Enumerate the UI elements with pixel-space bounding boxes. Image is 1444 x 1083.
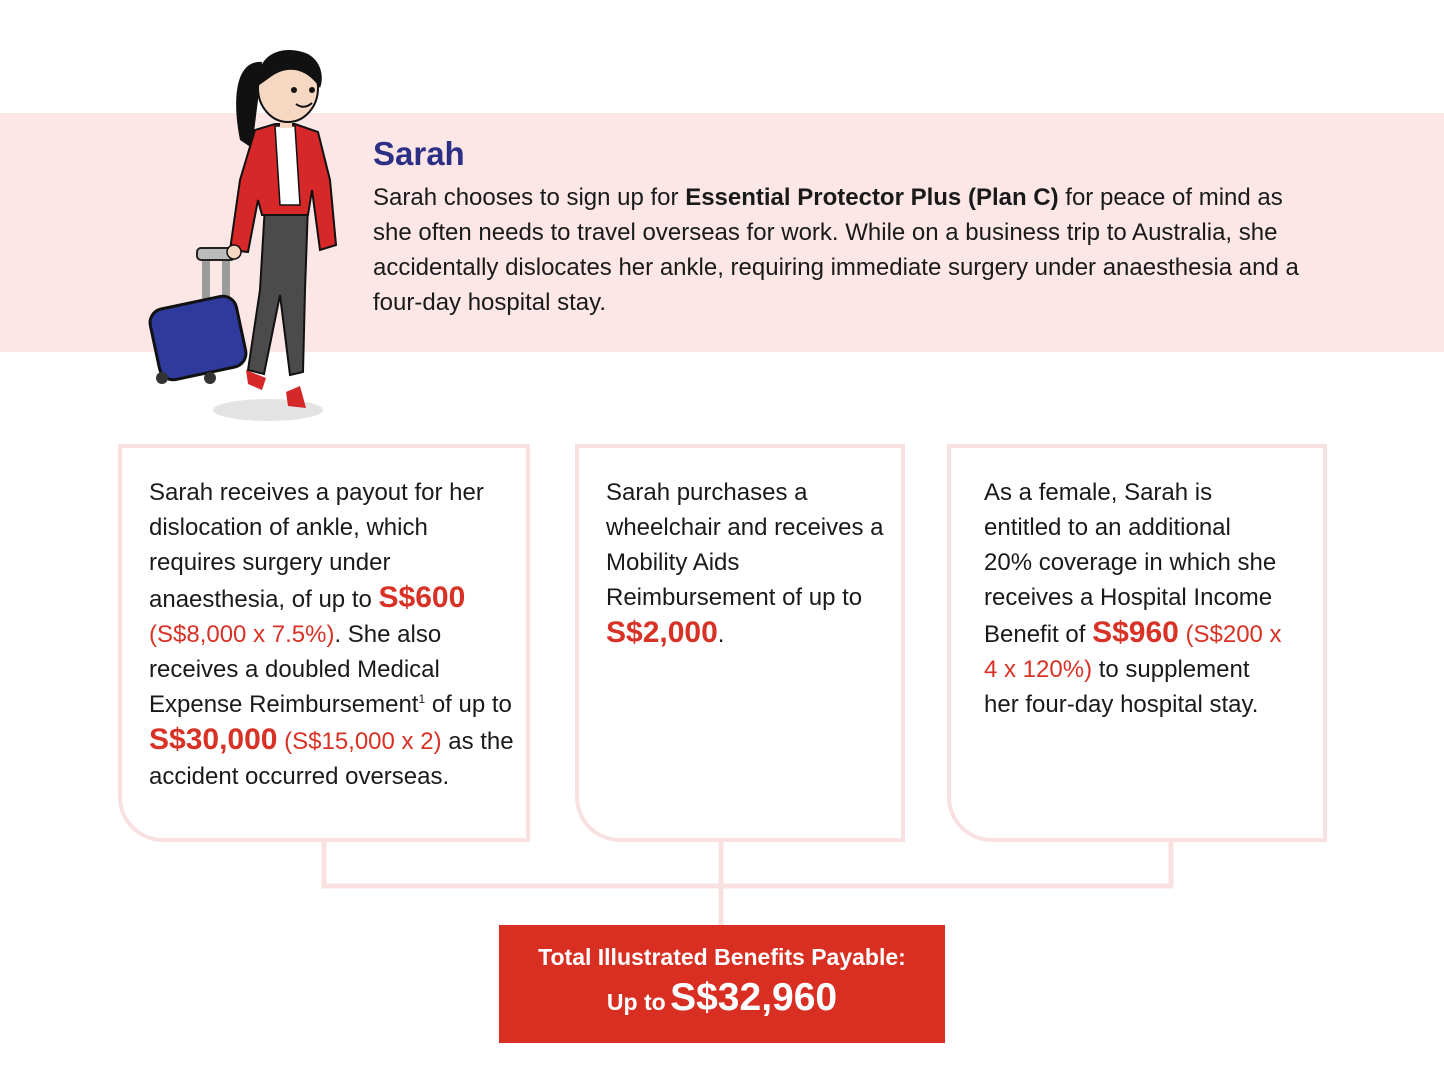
traveller-with-suitcase-illustration	[140, 40, 340, 430]
total-label: Total Illustrated Benefits Payable:	[538, 944, 906, 970]
plan-name: Essential Protector Plus (Plan C)	[685, 184, 1059, 211]
card-text: .	[717, 621, 725, 648]
total-amount-line	[499, 975, 945, 1029]
total-benefits-banner	[499, 925, 945, 1043]
benefit-card-text	[606, 475, 891, 652]
benefit-card-mobility	[575, 444, 905, 842]
card-text: as the accident occurred overseas.	[149, 728, 514, 790]
payout-calculation: (S$8,000 x 7.5%)	[149, 621, 335, 648]
payout-amount: S$600	[378, 581, 466, 614]
intro-text: Sarah chooses to sign up for	[373, 184, 686, 211]
intro-text-continued: for peace of mind as she often needs to travel overseas for work. While on a business trip to Australia, she accidentally dislocates her ankle, requiring immediate surgery under anaesthesia and a four-day hospital stay.	[373, 184, 1299, 316]
profile-name: Sarah	[373, 135, 465, 172]
hospital-income-amount: S$960	[1092, 616, 1179, 649]
footnote-marker: 1	[418, 692, 426, 706]
card-text: . She also receives a doubled Medical Expense Reimbursement	[149, 621, 442, 718]
total-amount: S$32,960	[670, 976, 838, 1019]
card-text: of up to	[425, 691, 512, 718]
benefit-card-accident	[118, 444, 530, 842]
medical-expense-calculation: (S$15,000 x 2)	[284, 728, 442, 755]
benefit-card-hospital-income	[947, 444, 1327, 842]
mobility-aid-amount: S$2,000	[606, 616, 718, 649]
card-text: As a female, Sarah is entitled to an additional 20% coverage in which she receives a Hospital Income Benefit of	[984, 479, 1277, 648]
card-text: to supplement her four-day hospital stay.	[984, 656, 1259, 718]
medical-expense-amount: S$30,000	[149, 723, 278, 756]
hospital-income-calculation: (S$200 x 4 x 120%)	[984, 621, 1282, 683]
card-text: Sarah receives a payout for her dislocation of ankle, which requires surgery under anaesthesia, of up to	[149, 479, 484, 613]
benefit-card-text	[984, 475, 1284, 722]
card-text: Sarah purchases a wheelchair and receives a Mobility Aids Reimbursement of up to	[606, 479, 884, 611]
profile-intro	[373, 180, 1313, 320]
benefit-card-text	[149, 475, 519, 794]
total-prefix: Up to	[606, 989, 666, 1015]
